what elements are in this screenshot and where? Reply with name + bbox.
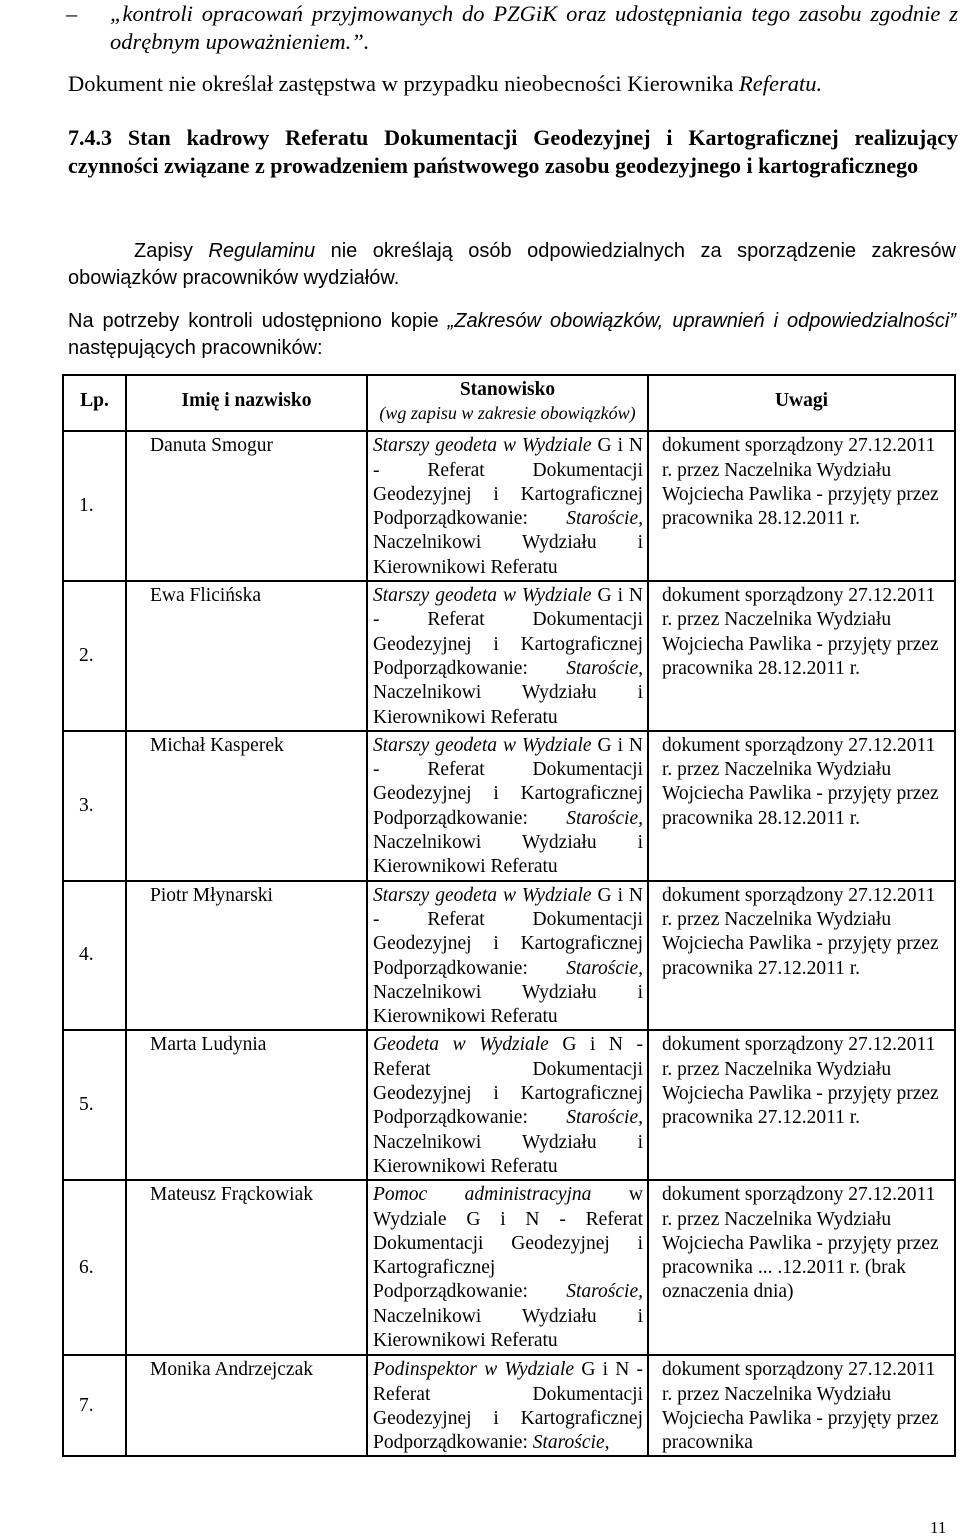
cell-lp <box>63 1355 126 1456</box>
employee-name: Ewa Flicińska <box>150 585 262 607</box>
cell-name <box>126 1030 367 1180</box>
cell-position <box>367 1355 648 1456</box>
position-superior: Staroście, <box>566 1107 643 1129</box>
cell-notes <box>648 731 955 881</box>
header-position <box>367 375 648 431</box>
page-number: 11 <box>930 1518 947 1537</box>
lp-value: 3. <box>79 794 94 816</box>
notes-text: dokument sporządzony 27.12.2011 r. przez Naczelnika Wydziału Wojciecha Pawlika - przyjęty przez pracownika 27.12.2011 r. <box>662 1034 939 1129</box>
cell-lp <box>63 731 126 881</box>
position-unit: G i N - Referat Dokumentacji Geodezyjnej i Kartograficznej Podporządkowanie: <box>373 435 644 530</box>
position-title: Starszy geodeta w Wydziale <box>373 734 592 756</box>
cell-lp <box>63 1180 126 1355</box>
cell-lp <box>63 581 126 731</box>
section-number: 7.4.3 <box>68 125 112 150</box>
position-title: Podinspektor w Wydziale <box>373 1359 575 1381</box>
position-tail: Naczelnikowi Wydziału i Kierownikowi Referatu <box>373 532 643 578</box>
employee-name: Michał Kasperek <box>150 734 284 756</box>
para1-b: Regulaminu <box>208 240 316 262</box>
lp-value: 6. <box>79 1256 94 1278</box>
cell-lp <box>63 431 126 581</box>
position-superior: Staroście, <box>566 957 643 979</box>
table-row <box>63 1355 955 1456</box>
section-heading <box>68 124 958 180</box>
cell-notes <box>648 1030 955 1180</box>
notes-text: dokument sporządzony 27.12.2011 r. przez Naczelnika Wydziału Wojciecha Pawlika - przyjęty przez pracownika ... .12.2011 r. (brak oznaczenia dnia) <box>662 1184 939 1303</box>
position-unit: G i N - Referat Dokumentacji Geodezyjnej i Kartograficznej Podporządkowanie: <box>373 1034 643 1129</box>
lp-value: 5. <box>79 1094 94 1116</box>
position-tail: Naczelnikowi Wydziału i Kierownikowi Referatu <box>373 682 643 728</box>
para2-b: „Zakresów obowiązków, uprawnień i odpowiedzialności” <box>447 310 957 332</box>
notes-text: dokument sporządzony 27.12.2011 r. przez Naczelnika Wydziału Wojciecha Pawlika - przyjęty przez pracownika 28.12.2011 r. <box>662 585 939 679</box>
cell-position <box>367 731 648 881</box>
cell-position <box>367 431 648 581</box>
cell-position <box>367 581 648 731</box>
table-row <box>63 1180 955 1355</box>
table-row <box>63 581 955 731</box>
paragraph-1 <box>68 238 956 292</box>
header-notes: Uwagi <box>648 375 955 431</box>
para2-a: Na potrzeby kontroli udostępniono kopie <box>68 310 448 332</box>
table-row <box>63 731 955 881</box>
cell-notes <box>648 1355 955 1456</box>
cell-name <box>126 731 367 881</box>
cell-name <box>126 1355 367 1456</box>
position-unit: G i N - Referat Dokumentacji Geodezyjnej i Kartograficznej Podporządkowanie: <box>373 585 644 679</box>
lp-value: 1. <box>79 495 94 517</box>
position-unit: G i N - Referat Dokumentacji Geodezyjnej i Kartograficznej Podporządkowanie: <box>373 734 644 829</box>
cell-position <box>367 881 648 1031</box>
para1-c: nie określają osób odpowiedzialnych za sporządzenie zakresów obowiązków pracowników wydziałów. <box>68 240 956 289</box>
employee-name: Piotr Młynarski <box>150 884 273 906</box>
table-header-row <box>63 375 955 431</box>
employee-name: Mateusz Frąckowiak <box>150 1184 313 1206</box>
position-tail: Naczelnikowi Wydziału i Kierownikowi Referatu <box>373 832 643 878</box>
intro-line <box>68 70 822 98</box>
header-name: Imię i nazwisko <box>126 375 367 431</box>
para2-c: następujących pracowników: <box>68 337 323 359</box>
cell-name <box>126 581 367 731</box>
notes-text: dokument sporządzony 27.12.2011 r. przez Naczelnika Wydziału Wojciecha Pawlika - przyjęty przez pracownika 27.12.2011 r. <box>662 884 939 979</box>
intro-prefix: Dokument nie określał zastępstwa w przypadku nieobecności Kierownika <box>68 71 740 96</box>
notes-text: dokument sporządzony 27.12.2011 r. przez Naczelnika Wydziału Wojciecha Pawlika - przyjęty przez pracownika <box>662 1359 939 1454</box>
header-position-title: Stanowisko <box>459 379 556 400</box>
position-tail: Naczelnikowi Wydziału i Kierownikowi Referatu <box>373 1131 643 1177</box>
position-superior: Staroście, <box>566 807 643 829</box>
position-title: Starszy geodeta w Wydziale <box>373 435 592 457</box>
position-tail: Naczelnikowi Wydziału i Kierownikowi Referatu <box>373 1305 643 1351</box>
position-title: Geodeta w Wydziale <box>373 1034 549 1056</box>
table-row <box>63 881 955 1031</box>
cell-notes <box>648 1180 955 1355</box>
bullet-item <box>68 0 958 56</box>
para1-a: Zapisy <box>134 240 209 262</box>
employee-name: Marta Ludynia <box>150 1034 267 1056</box>
lp-value: 4. <box>79 944 94 966</box>
position-title: Starszy geodeta w Wydziale <box>373 884 592 906</box>
cell-name <box>126 1180 367 1355</box>
position-superior: Staroście, <box>566 657 643 679</box>
paragraph-2 <box>68 308 956 362</box>
header-lp: Lp. <box>63 375 126 431</box>
bullet-dash: – <box>66 1 78 26</box>
table-row <box>63 1030 955 1180</box>
table-row <box>63 431 955 581</box>
cell-notes <box>648 581 955 731</box>
lp-value: 7. <box>79 1394 94 1416</box>
cell-notes <box>648 881 955 1031</box>
cell-notes <box>648 431 955 581</box>
position-tail: Naczelnikowi Wydziału i Kierownikowi Referatu <box>373 981 643 1028</box>
position-superior: Staroście, <box>566 1281 643 1303</box>
cell-lp <box>63 881 126 1031</box>
cell-lp <box>63 1030 126 1180</box>
staff-table <box>62 374 956 1457</box>
position-superior: Staroście, <box>532 1432 610 1454</box>
cell-position <box>367 1180 648 1355</box>
lp-value: 2. <box>79 644 94 666</box>
notes-text: dokument sporządzony 27.12.2011 r. przez Naczelnika Wydziału Wojciecha Pawlika - przyjęty przez pracownika 28.12.2011 r. <box>662 435 939 530</box>
section-title: Stan kadrowy Referatu Dokumentacji Geodezyjnej i Kartograficznej realizujący czynności związane z prowadzeniem państwowego zasobu geodezyjnego i kartograficznego <box>68 125 959 178</box>
cell-position <box>367 1030 648 1180</box>
position-unit: w Wydziale G i N - Referat Dokumentacji Geodezyjnej i Kartograficznej Podporządkowanie: <box>373 1184 644 1303</box>
bullet-text: „kontroli opracowań przyjmowanych do PZGiK oraz udostępniania tego zasobu zgodnie z odrębnym upoważnieniem.”. <box>110 1 958 54</box>
employee-name: Monika Andrzejczak <box>150 1359 313 1381</box>
cell-name <box>126 881 367 1031</box>
position-title: Pomoc administracyjna <box>373 1184 592 1206</box>
intro-italic: Referatu. <box>739 71 823 96</box>
position-superior: Staroście, <box>566 508 643 530</box>
position-title: Starszy geodeta w Wydziale <box>373 585 592 607</box>
employee-name: Danuta Smogur <box>150 435 273 457</box>
position-unit: G i N - Referat Dokumentacji Geodezyjnej i Kartograficznej Podporządkowanie: <box>373 884 644 979</box>
notes-text: dokument sporządzony 27.12.2011 r. przez Naczelnika Wydziału Wojciecha Pawlika - przyjęty przez pracownika 28.12.2011 r. <box>662 734 939 829</box>
cell-name <box>126 431 367 581</box>
position-unit: G i N - Referat Dokumentacji Geodezyjnej i Kartograficznej Podporządkowanie: <box>373 1359 644 1454</box>
header-position-sub: (wg zapisu w zakresie obowiązków) <box>379 403 636 424</box>
